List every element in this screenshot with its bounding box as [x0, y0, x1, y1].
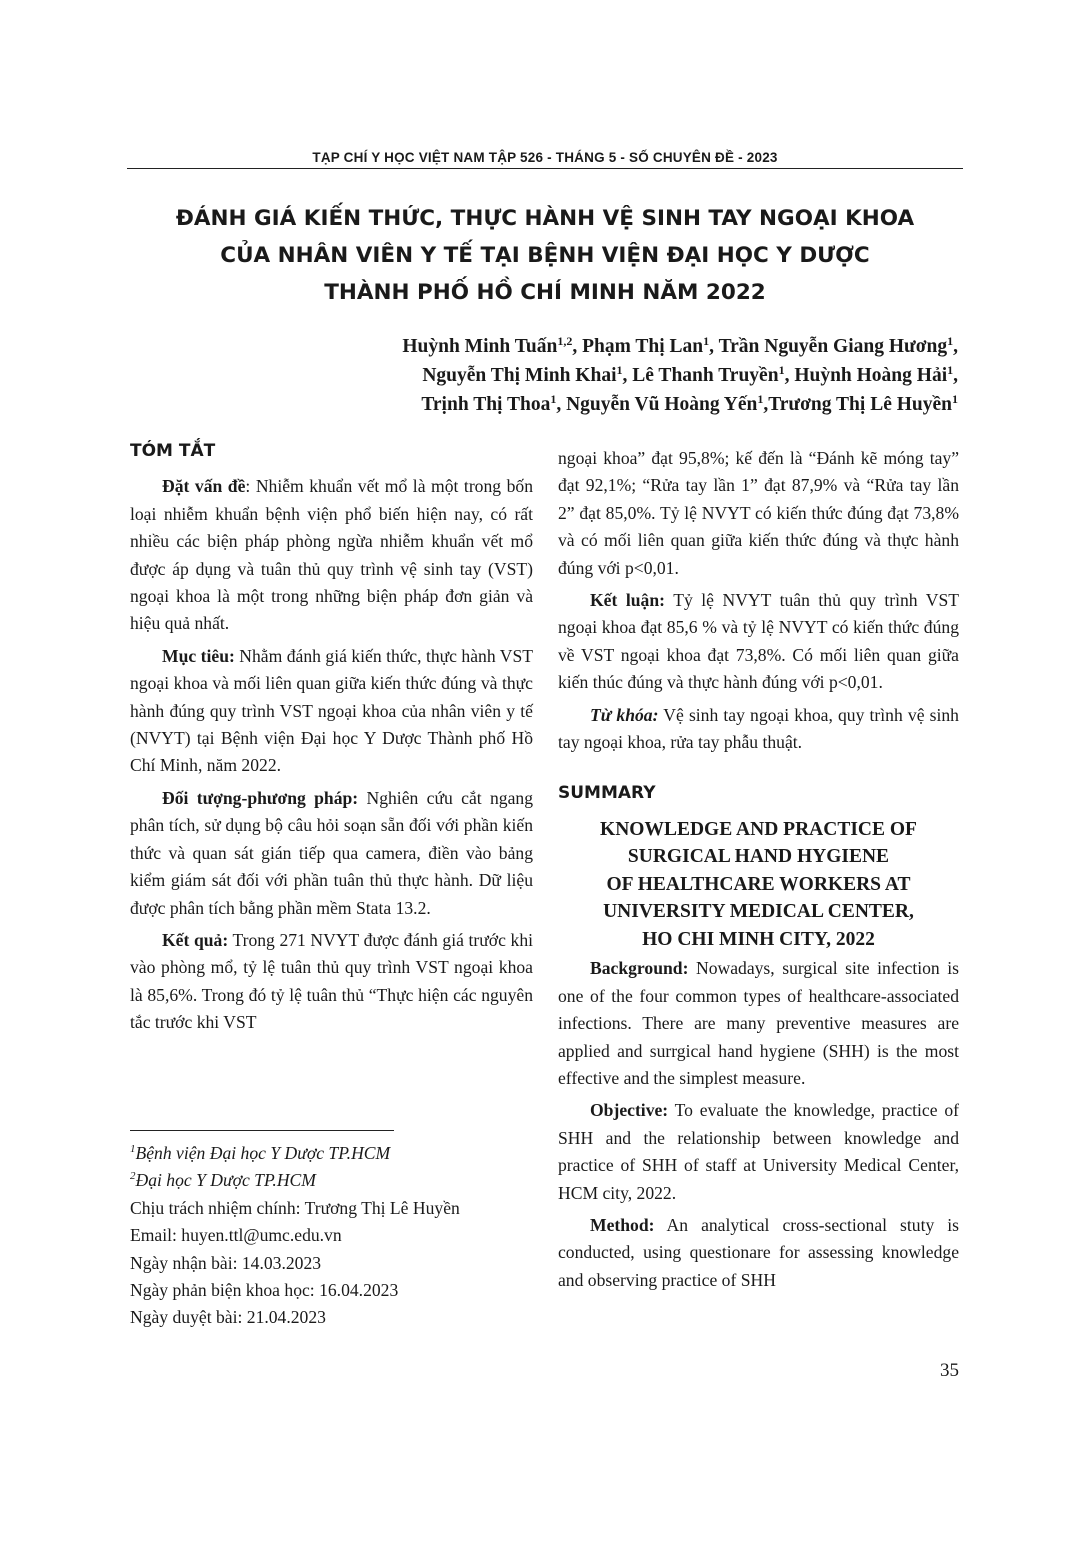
affiliation-mark: 1: [703, 334, 710, 348]
summary-paragraph: [558, 1212, 959, 1294]
author-name: Lê Thanh Truyền: [632, 365, 779, 386]
affiliation-text: Đại học Y Dược TP.HCM: [135, 1170, 316, 1191]
header-divider: [127, 168, 963, 169]
author-name: Huỳnh Minh Tuấn: [402, 336, 558, 357]
summary-title-line: KNOWLEDGE AND PRACTICE OF: [600, 818, 917, 840]
paragraph-text: Nghiên cứu cắt ngang phân tích, sử dụng bộ câu hỏi soạn sẵn đối với phần kiến thức và quan sát gián tiếp qua camera, điền vào bảng kiểm giám sát đối với phần tuân thủ thực hành. Dữ liệu được phân tích bằng phần mềm Stata 13.2.: [130, 787, 533, 918]
paragraph-label: Mục tiêu:: [162, 645, 235, 666]
author-name: Phạm Thị Lan: [582, 336, 704, 357]
title-line: ĐÁNH GIÁ KIẾN THỨC, THỰC HÀNH VỆ SINH TAY NGOẠI KHOA: [175, 206, 915, 231]
paragraph-text: Nowadays, surgical site infection is one of the four common types of healthcare-associated infections. There are many preventive measures are applied and surrgical hand hygiene (SHH) is the most effective and the simplest measure.: [558, 958, 959, 1088]
left-column: [130, 438, 533, 1042]
affiliation-mark: 1: [947, 363, 954, 377]
paragraph-label: Đặt vấn đề: [162, 476, 246, 497]
summary-paragraph: [558, 955, 959, 1092]
paragraph-text: An analytical cross-sectional stuty is conducted, using questionare for assessing knowledge and observing practice of SHH: [558, 1215, 959, 1290]
right-column: [558, 445, 959, 1299]
paragraph-label: Background:: [590, 958, 689, 979]
affiliation-mark: 2: [130, 1170, 136, 1183]
paragraph-label: Từ khóa:: [590, 704, 659, 725]
author-name: Nguyễn Thị Minh Khai: [422, 365, 617, 386]
paragraph-label: Objective:: [590, 1100, 669, 1121]
affiliation: [130, 1167, 533, 1194]
paragraph-label: Đối tượng-phương pháp:: [162, 787, 359, 808]
summary-title-line: UNIVERSITY MEDICAL CENTER,: [603, 901, 914, 923]
author-name: Nguyễn Vũ Hoàng Yến: [566, 394, 758, 415]
email: Email: huyen.ttl@umc.edu.vn: [130, 1225, 342, 1246]
affiliation-mark: 1: [616, 363, 623, 377]
author-name: Trịnh Thị Thoa: [421, 394, 551, 415]
author-line: Nguyễn Thị Minh Khai$^1$, Lê Thanh Truyền$^1$, Huỳnh Hoàng Hải$^1$,: [422, 363, 958, 386]
paragraph-text: Tỷ lệ NVYT tuân thủ quy trình VST ngoại khoa đạt 85,6 % và tỷ lệ NVYT có kiến thức đúng về VST ngoại khoa đạt 73,8%. Có mối liên quan giữa kiến thúc đúng và thực hành đúng với p<0,01.: [558, 590, 959, 693]
footnotes: [130, 1140, 533, 1332]
date-reviewed: Ngày phản biện khoa học: 16.04.2023: [130, 1280, 399, 1301]
paragraph-text: : Nhiễm khuẩn vết mổ là một trong bốn loại nhiễm khuẩn bệnh viện phổ biến hiện nay, có rất nhiều các biện pháp phòng ngừa nhiễm khuẩn vết mổ được áp dụng và tuân thủ quy trình vệ sinh tay (VST) ngoại khoa là một trong những biện pháp đơn giản và hiệu quả nhất.: [130, 476, 533, 634]
title-line: CỦA NHÂN VIÊN Y TẾ TẠI BỆNH VIỆN ĐẠI HỌC Y DƯỢC: [220, 243, 870, 268]
date-accepted: Ngày duyệt bài: 21.04.2023: [130, 1307, 326, 1328]
affiliation-mark: 1: [952, 392, 958, 406]
abstract-paragraph: [130, 785, 533, 922]
paragraph-label: Method:: [590, 1215, 655, 1236]
affiliation-mark: 1: [757, 392, 764, 406]
affiliation-mark: 1: [130, 1143, 136, 1155]
abstract-paragraph: [558, 587, 959, 697]
abstract-heading: TÓM TẮT: [130, 441, 216, 461]
abstract-paragraph: [130, 927, 533, 1037]
affiliation: [130, 1140, 533, 1167]
affiliation-mark: 1: [778, 363, 785, 377]
abstract-paragraph: [130, 473, 533, 637]
paragraph-text: To evaluate the knowledge, practice of SHH and the relationship between knowledge and practice of SHH of staff at University Medical Center, HCM city, 2022.: [558, 1100, 959, 1203]
summary-title: [558, 816, 959, 954]
corresponding-author: Chịu trách nhiệm chính: Trương Thị Lê Huyền: [130, 1197, 460, 1218]
journal-header: TẠP CHÍ Y HỌC VIỆT NAM TẬP 526 - THÁNG 5 - SỐ CHUYÊN ĐỀ - 2023: [312, 150, 778, 165]
abstract-paragraph: [130, 643, 533, 780]
paragraph-label: Kết quả:: [162, 929, 229, 950]
author-name: Huỳnh Hoàng Hải: [794, 365, 948, 386]
paragraph-label: Kết luận:: [590, 590, 665, 611]
author-name: Trần Nguyễn Giang Hương: [718, 336, 948, 357]
summary-heading: SUMMARY: [558, 783, 656, 804]
paragraph-text: Trong 271 NVYT được đánh giá trước khi vào phòng mổ, tỷ lệ tuân thủ quy trình VST ngoại khoa là 85,6%. Trong đó tỷ lệ tuân thủ “Thực hiện các nguyên tắc trước khi VST: [130, 929, 533, 1033]
author-line: Trịnh Thị Thoa$^1$, Nguyễn Vũ Hoàng Yến$^1$,Trương Thị Lê Huyền$^1$: [421, 392, 958, 415]
summary-paragraph: [558, 1097, 959, 1207]
footnote-divider: [130, 1130, 394, 1131]
article-title: [127, 200, 963, 311]
summary-title-line: HO CHI MINH CITY, 2022: [642, 928, 875, 950]
title-line: THÀNH PHỐ HỒ CHÍ MINH NĂM 2022: [324, 280, 766, 305]
date-received: Ngày nhận bài: 14.03.2023: [130, 1252, 322, 1273]
summary-title-line: SURGICAL HAND HYGIENE: [627, 846, 890, 868]
affiliation-text: Bệnh viện Đại học Y Dược TP.HCM: [135, 1143, 391, 1163]
affiliation-mark: 1: [550, 392, 557, 406]
affiliation-mark: 1,2: [557, 334, 573, 348]
author-list: [402, 332, 958, 419]
summary-title-line: OF HEALTHCARE WORKERS AT: [606, 873, 911, 895]
abstract-paragraph: ngoại khoa” đạt 95,8%; kế đến là “Đánh kẽ móng tay” đạt 92,1%; “Rửa tay lần 1” đạt 87,9% và “Rửa tay lần 2” đạt 85,0%. Tỷ lệ NVYT có kiến thức đúng đạt 73,8% và có mối liên quan giữa kiến thức đúng và thực hành đúng với p<0,01.: [558, 448, 959, 578]
paragraph-text: Vệ sinh tay ngoại khoa, quy trình vệ sinh tay ngoại khoa, rửa tay phẫu thuật.: [558, 704, 959, 753]
keywords: [558, 702, 959, 757]
paragraph-text: Nhằm đánh giá kiến thức, thực hành VST ngoại khoa và mối liên quan giữa kiến thức đúng và thực hành đúng quy trình VST ngoại khoa của nhân viên y tế (NVYT) tại Bệnh viện Đại học Y Dược Thành phố Hồ Chí Minh, năm 2022.: [130, 645, 533, 776]
affiliation-mark: 1: [947, 334, 954, 348]
author-name: Trương Thị Lê Huyền: [768, 394, 952, 415]
page-number: 35: [940, 1360, 959, 1381]
author-line: Huỳnh Minh Tuấn$^{1,2}$, Phạm Thị Lan$^1$, Trần Nguyễn Giang Hương$^1$,: [402, 334, 958, 357]
